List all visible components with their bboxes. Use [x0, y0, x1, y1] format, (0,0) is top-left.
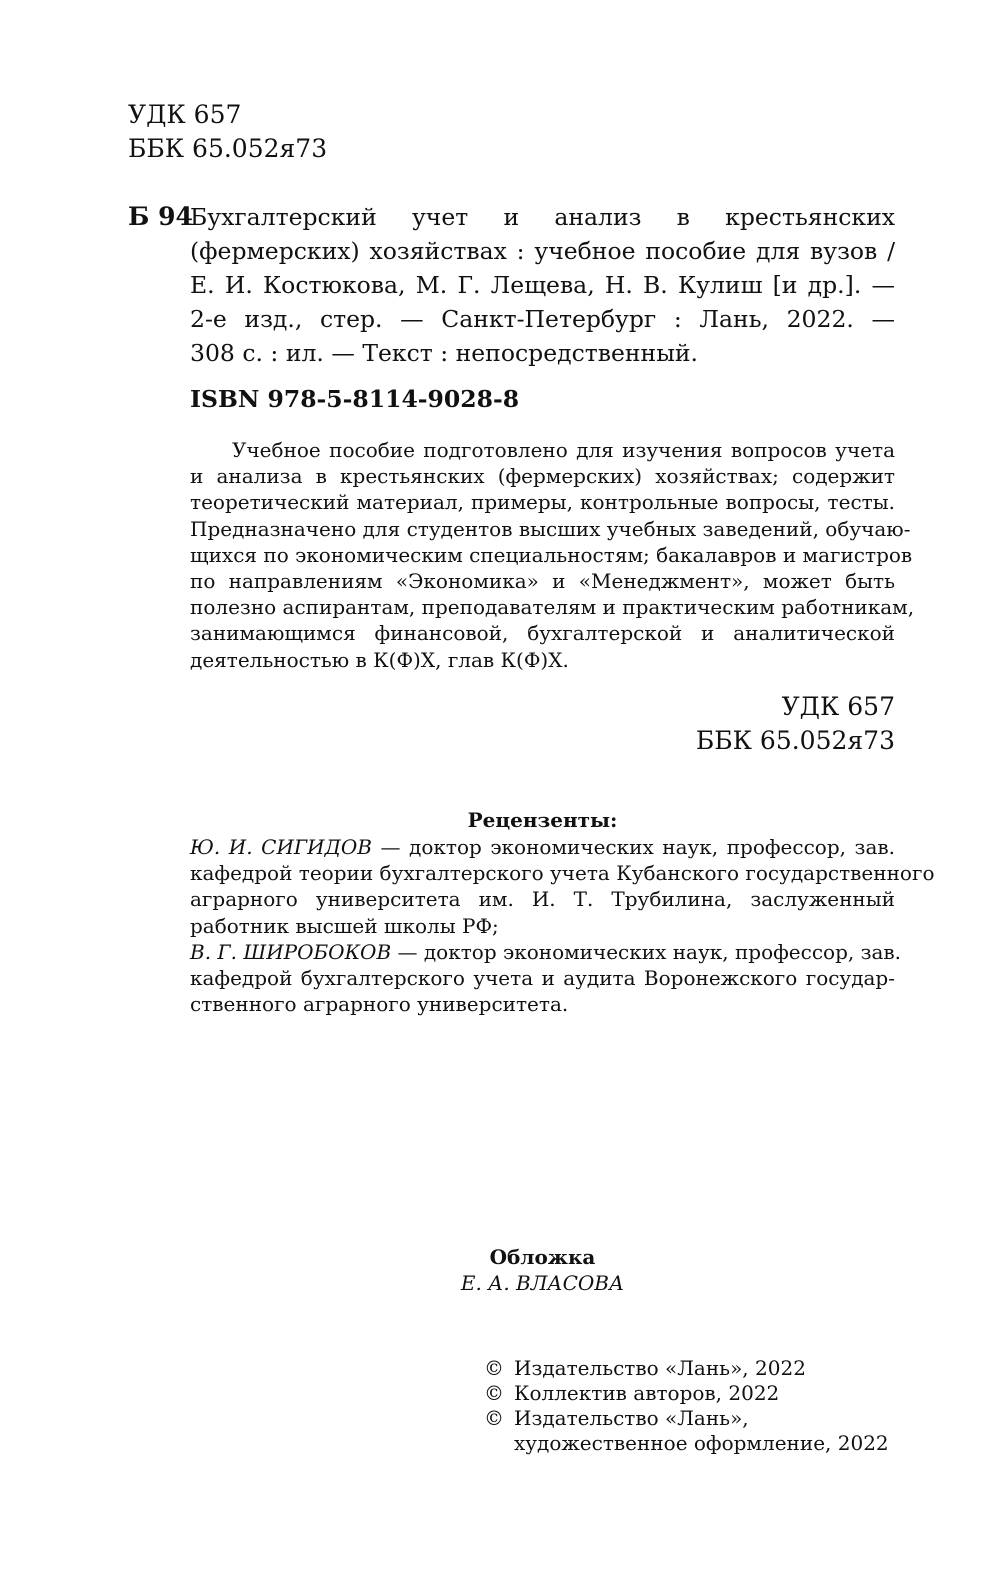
copyright-text: Издательство «Лань», 2022 [514, 1356, 806, 1380]
copyright-icon: © [484, 1356, 504, 1380]
copyright-text: художественное оформление, 2022 [514, 1431, 889, 1455]
copyright-text: Издательство «Лань», [514, 1406, 749, 1430]
annotation-line: щихся по экономическим специальностям; бакалавров и магистров [190, 542, 913, 567]
copyright-icon: © [484, 1406, 504, 1430]
copyright-block [484, 1356, 889, 1456]
biblio-line: 308 с. : ил. — Текст : непосредственный. [190, 339, 699, 367]
annotation-line: по направлениям «Экономика» и «Менеджмент», может быть [190, 569, 895, 594]
reviewers-list [190, 834, 935, 1017]
biblio-line: Е. И. Костюкова, М. Г. Лещева, Н. В. Кулиш [и др.]. — [190, 271, 895, 299]
annotation-line: полезно аспирантам, преподавателям и практическим работникам, [190, 595, 915, 620]
annotation-line: занимающимся финансовой, бухгалтерской и аналитической [190, 621, 895, 646]
biblio-line: 2-е изд., стер. — Санкт-Петербург : Лань, 2022. — [190, 305, 895, 333]
bbk-code: ББК 65.052я73 [695, 726, 895, 755]
cover-title: Обложка [489, 1245, 596, 1269]
reviewer-line: кафедрой теории бухгалтерского учета Кубанского государственного [190, 861, 935, 886]
copyright-icon: © [484, 1381, 504, 1405]
reviewer-line: кафедрой бухгалтерского учета и аудита Воронежского государ- [190, 966, 895, 991]
reviewer-line [190, 939, 902, 965]
annotation-line: и анализа в крестьянских (фермерских) хозяйствах; содержит [190, 464, 895, 489]
copyright-line [484, 1381, 889, 1406]
udk-code: УДК 657 [128, 100, 242, 129]
copyright-line [484, 1406, 889, 1431]
reviewer-description: — доктор экономических наук, профессор, зав. [371, 835, 895, 859]
copyright-text: Коллектив авторов, 2022 [514, 1381, 780, 1405]
annotation-line: теоретический материал, примеры, контрольные вопросы, тесты. [190, 490, 895, 515]
udk-code: УДК 657 [781, 692, 895, 721]
udk-bbk-header [128, 98, 327, 166]
cover-designer: Е. А. ВЛАСОВА [460, 1271, 625, 1295]
reviewer-name: Ю. И. СИГИДОВ [190, 835, 372, 859]
reviewer-name: В. Г. ШИРОБОКОВ [190, 939, 392, 964]
reviewer-line: работник высшей школы РФ; [190, 913, 499, 938]
annotation-line: Учебное пособие подготовлено для изучения вопросов учета [232, 438, 895, 462]
reviewer-line: аграрного университета им. И. Т. Трубилина, заслуженный [190, 887, 895, 912]
annotation-line: Предназначено для студентов высших учебных заведений, обучаю- [190, 516, 911, 541]
reviewers-heading: Рецензенты: [467, 808, 618, 832]
reviewer-line: ственного аграрного университета. [190, 992, 569, 1017]
biblio-line: (фермерских) хозяйствах : учебное пособие для вузов / [190, 237, 895, 265]
cover-credit [190, 1244, 895, 1296]
biblio-line: Бухгалтерский учет и анализ в крестьянских [190, 203, 895, 231]
annotation [190, 437, 915, 673]
isbn: ISBN 978-5-8114-9028-8 [190, 385, 520, 413]
reviewer-description: — доктор экономических наук, профессор, зав. [391, 939, 902, 964]
reviewer-line [190, 834, 895, 860]
bbk-code: ББК 65.052я73 [128, 134, 328, 163]
copyright-line [484, 1356, 889, 1381]
catalog-code: Б 94 [128, 202, 193, 231]
udk-bbk-right [696, 690, 895, 758]
bibliographic-record [190, 200, 895, 370]
annotation-line: деятельностью в К(Ф)Х, глав К(Ф)Х. [190, 647, 569, 672]
